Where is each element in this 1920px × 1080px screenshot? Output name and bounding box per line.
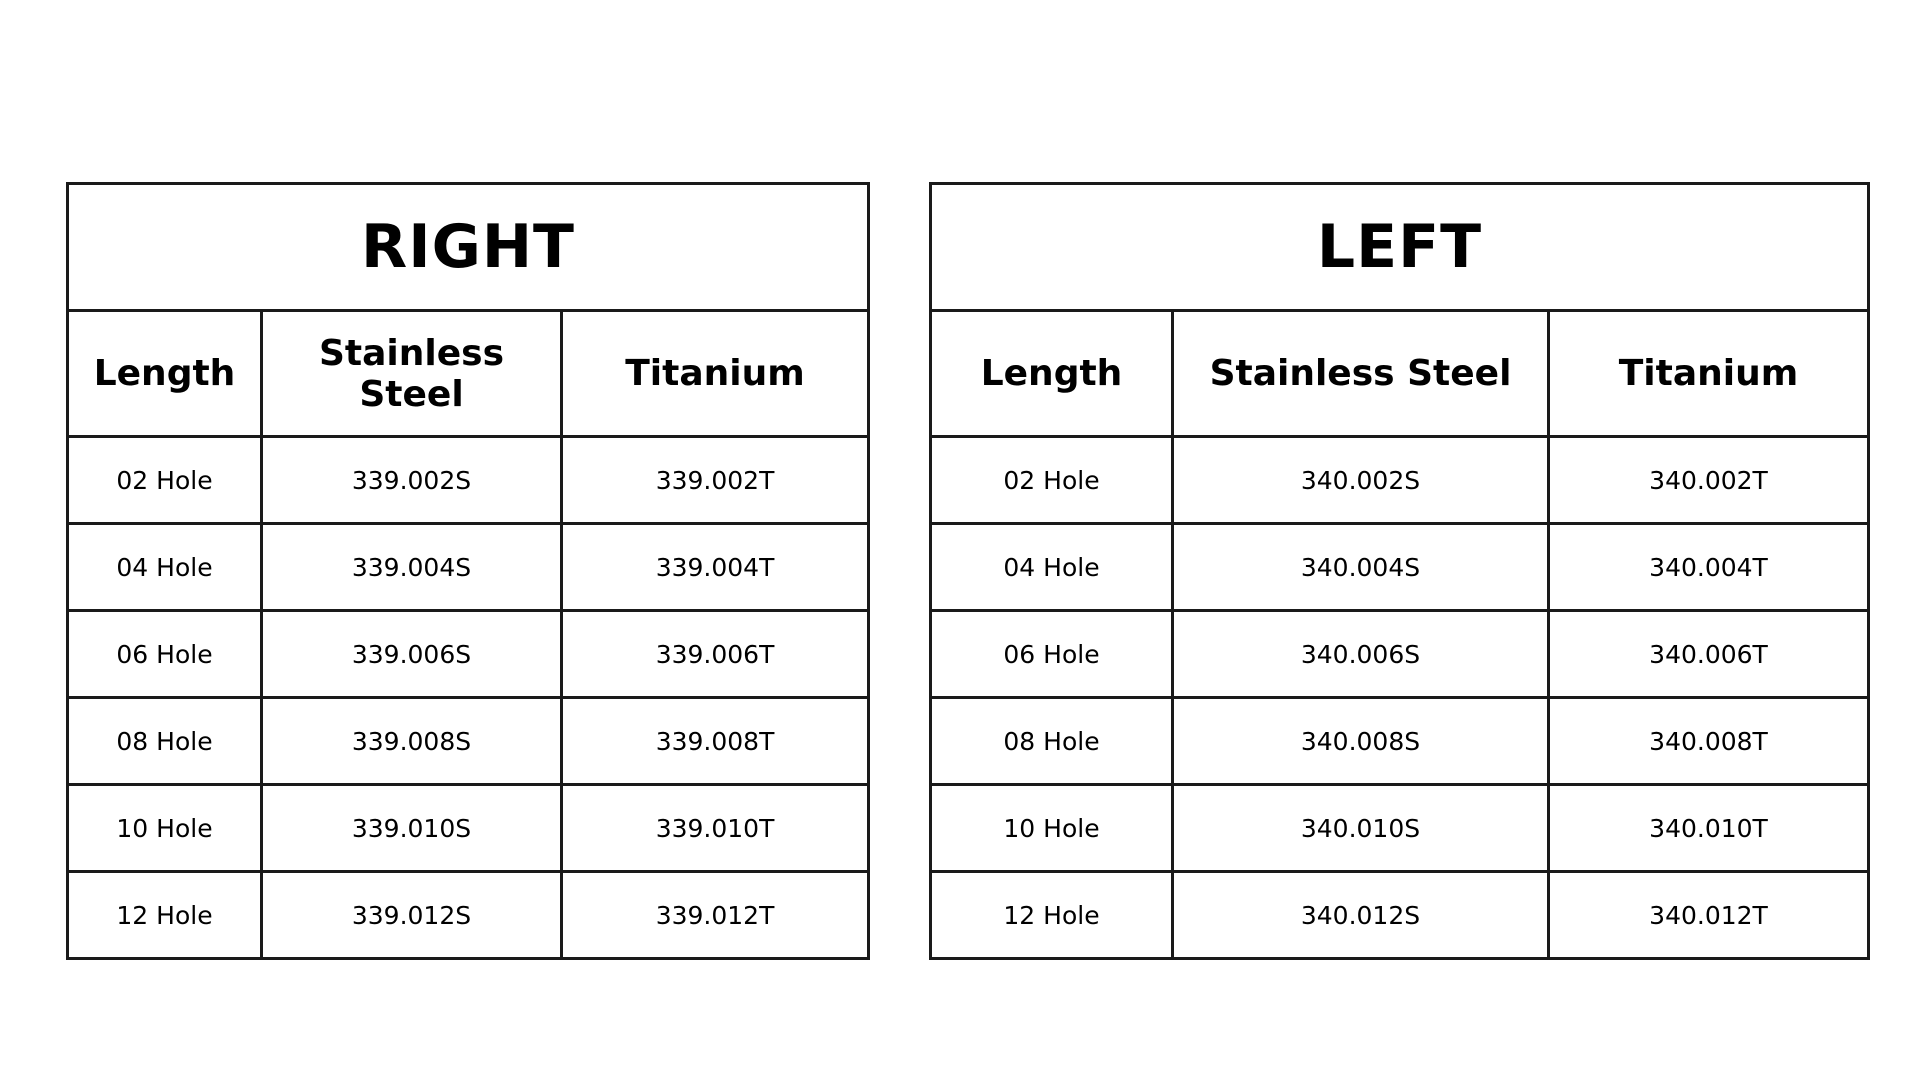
stainless-steel-code-cell: 339.002S xyxy=(262,437,562,524)
table-title-row xyxy=(931,184,1869,311)
table-row xyxy=(931,785,1869,872)
length-cell: 06 Hole xyxy=(68,611,262,698)
column-header-titanium: Titanium xyxy=(562,311,869,437)
length-cell: 08 Hole xyxy=(931,698,1173,785)
stainless-steel-code-cell: 340.004S xyxy=(1173,524,1549,611)
length-cell: 12 Hole xyxy=(931,872,1173,959)
titanium-code-cell: 339.010T xyxy=(562,785,869,872)
titanium-code-cell: 339.002T xyxy=(562,437,869,524)
table-row xyxy=(931,437,1869,524)
stainless-steel-code-cell: 340.012S xyxy=(1173,872,1549,959)
stainless-steel-code-cell: 340.002S xyxy=(1173,437,1549,524)
titanium-code-cell: 339.012T xyxy=(562,872,869,959)
table-row xyxy=(931,524,1869,611)
table-row xyxy=(931,698,1869,785)
column-header-length: Length xyxy=(931,311,1173,437)
stainless-steel-code-cell: 339.010S xyxy=(262,785,562,872)
stainless-steel-code-cell: 340.010S xyxy=(1173,785,1549,872)
length-cell: 02 Hole xyxy=(931,437,1173,524)
table-row xyxy=(931,872,1869,959)
length-cell: 04 Hole xyxy=(931,524,1173,611)
length-cell: 04 Hole xyxy=(68,524,262,611)
titanium-code-cell: 340.004T xyxy=(1549,524,1869,611)
titanium-code-cell: 339.004T xyxy=(562,524,869,611)
stainless-steel-code-cell: 340.006S xyxy=(1173,611,1549,698)
length-cell: 02 Hole xyxy=(68,437,262,524)
stainless-steel-code-cell: 339.004S xyxy=(262,524,562,611)
stainless-steel-code-cell: 339.008S xyxy=(262,698,562,785)
titanium-code-cell: 340.010T xyxy=(1549,785,1869,872)
column-header-titanium: Titanium xyxy=(1549,311,1869,437)
table-title-row xyxy=(68,184,869,311)
table-header-row xyxy=(68,311,869,437)
table-row xyxy=(68,611,869,698)
titanium-code-cell: 340.008T xyxy=(1549,698,1869,785)
length-cell: 06 Hole xyxy=(931,611,1173,698)
stainless-steel-code-cell: 339.012S xyxy=(262,872,562,959)
table-row xyxy=(68,437,869,524)
table-row xyxy=(68,698,869,785)
length-cell: 10 Hole xyxy=(68,785,262,872)
titanium-code-cell: 340.006T xyxy=(1549,611,1869,698)
column-header-length: Length xyxy=(68,311,262,437)
table-row xyxy=(931,611,1869,698)
length-cell: 10 Hole xyxy=(931,785,1173,872)
stainless-steel-code-cell: 339.006S xyxy=(262,611,562,698)
titanium-code-cell: 339.006T xyxy=(562,611,869,698)
table-row xyxy=(68,524,869,611)
table-title: LEFT xyxy=(931,184,1869,311)
titanium-code-cell: 340.002T xyxy=(1549,437,1869,524)
table-header-row xyxy=(931,311,1869,437)
titanium-code-cell: 340.012T xyxy=(1549,872,1869,959)
titanium-code-cell: 339.008T xyxy=(562,698,869,785)
table-title: RIGHT xyxy=(68,184,869,311)
stainless-steel-code-cell: 340.008S xyxy=(1173,698,1549,785)
column-header-stainless-steel: Stainless Steel xyxy=(262,311,562,437)
column-header-stainless-steel: Stainless Steel xyxy=(1173,311,1549,437)
table-row xyxy=(68,785,869,872)
table-row xyxy=(68,872,869,959)
left-side-table xyxy=(929,182,1870,960)
length-cell: 08 Hole xyxy=(68,698,262,785)
length-cell: 12 Hole xyxy=(68,872,262,959)
right-side-table xyxy=(66,182,870,960)
